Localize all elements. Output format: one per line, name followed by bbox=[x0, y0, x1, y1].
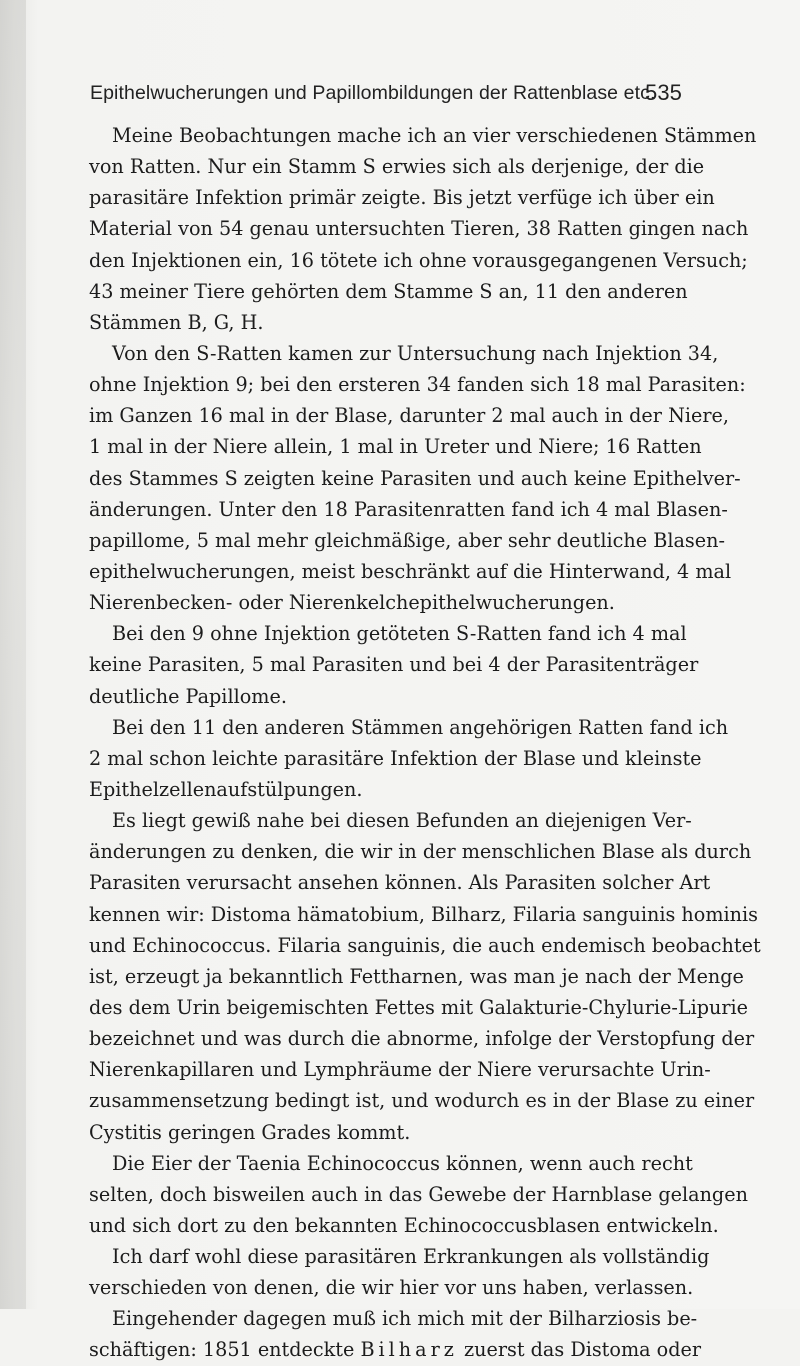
text-line: 43 meiner Tiere gehörten dem Stamme S an, 11 den anderen bbox=[89, 279, 688, 303]
text-line: Eingehender dagegen muß ich mich mit der Bilharziosis be- bbox=[112, 1307, 698, 1331]
text-line: des dem Urin beigemischten Fettes mit Galakturie-Chylurie-Lipurie bbox=[89, 995, 749, 1019]
author-name-spaced: Bilharz bbox=[360, 1338, 458, 1362]
text-line: ohne Injektion 9; bei den ersteren 34 fanden sich 18 mal Parasiten: bbox=[89, 373, 746, 397]
text-line: epithelwucherungen, meist beschränkt auf die Hinterwand, 4 mal bbox=[89, 559, 732, 583]
scan-edge-shadow bbox=[0, 0, 26, 1309]
final-line-after: zuerst das Distoma oder bbox=[464, 1338, 702, 1362]
text-line: bezeichnet und was durch die abnorme, infolge der Verstopfung der bbox=[89, 1027, 755, 1051]
text-line: keine Parasiten, 5 mal Parasiten und bei 4 der Parasitenträger bbox=[89, 653, 699, 677]
text-line: und sich dort zu den bekannten Echinococcusblasen entwickeln. bbox=[89, 1213, 719, 1237]
text-line: Von den S-Ratten kamen zur Untersuchung nach Injektion 34, bbox=[112, 341, 719, 365]
text-line: änderungen zu denken, die wir in der menschlichen Blase als durch bbox=[89, 840, 752, 864]
text-line: Parasiten verursacht ansehen können. Als Parasiten solcher Art bbox=[89, 871, 711, 895]
body-text bbox=[89, 120, 761, 1366]
text-line: Nierenbecken- oder Nierenkelchepithelwucherungen. bbox=[89, 591, 615, 615]
header-title: Epithelwucherungen und Papillombildungen der Rattenblase etc. bbox=[90, 82, 656, 104]
text-line: deutliche Papillome. bbox=[89, 684, 287, 708]
text-line: im Ganzen 16 mal in der Blase, darunter 2 mal auch in der Niere, bbox=[89, 404, 729, 428]
text-line: und Echinococcus. Filaria sanguinis, die auch endemisch beobachtet bbox=[89, 933, 761, 957]
text-line: Cystitis geringen Grades kommt. bbox=[89, 1120, 411, 1144]
final-line-before: schäftigen: 1851 entdeckte bbox=[89, 1338, 355, 1362]
text-line: parasitäre Infektion primär zeigte. Bis jetzt verfüge ich über ein bbox=[89, 186, 715, 210]
text-line: verschieden von denen, die wir hier vor uns haben, verlassen. bbox=[89, 1276, 694, 1300]
text-line: des Stammes S zeigten keine Parasiten und auch keine Epithelver- bbox=[89, 466, 741, 490]
text-line: Es liegt gewiß nahe bei diesen Befunden an diejenigen Ver- bbox=[112, 809, 692, 833]
page-number: 535 bbox=[644, 80, 682, 105]
text-line: 2 mal schon leichte parasitäre Infektion der Blase und kleinste bbox=[89, 746, 702, 770]
text-line: kennen wir: Distoma hämatobium, Bilharz, Filaria sanguinis hominis bbox=[89, 902, 758, 926]
text-line: papillome, 5 mal mehr gleichmäßige, aber sehr deutliche Blasen- bbox=[89, 528, 725, 552]
text-line: 1 mal in der Niere allein, 1 mal in Ureter und Niere; 16 Ratten bbox=[89, 435, 702, 459]
text-line: Nierenkapillaren und Lymphräume der Niere verursachte Urin- bbox=[89, 1058, 711, 1082]
text-line: Epithelzellenaufstülpungen. bbox=[89, 777, 363, 801]
text-line: Bei den 9 ohne Injektion getöteten S-Ratten fand ich 4 mal bbox=[112, 622, 687, 646]
text-line: zusammensetzung bedingt ist, und wodurch es in der Blase zu einer bbox=[89, 1089, 755, 1113]
text-line: den Injektionen ein, 16 tötete ich ohne vorausgegangenen Versuch; bbox=[89, 248, 748, 272]
text-line: Stämmen B, G, H. bbox=[89, 310, 264, 334]
text-line: Ich darf wohl diese parasitären Erkrankungen als vollständig bbox=[112, 1245, 710, 1269]
text-line: Bei den 11 den anderen Stämmen angehörigen Ratten fand ich bbox=[112, 715, 729, 739]
text-line: Meine Beobachtungen mache ich an vier verschiedenen Stämmen bbox=[112, 124, 757, 147]
text-line: Die Eier der Taenia Echinococcus können, wenn auch recht bbox=[112, 1151, 693, 1175]
running-header bbox=[90, 82, 682, 110]
text-line: änderungen. Unter den 18 Parasitenratten fand ich 4 mal Blasen- bbox=[89, 497, 728, 521]
text-line: von Ratten. Nur ein Stamm S erwies sich als derjenige, der die bbox=[89, 155, 705, 179]
text-line-final bbox=[89, 1334, 702, 1365]
text-line: ist, erzeugt ja bekanntlich Fettharnen, was man je nach der Menge bbox=[89, 964, 744, 988]
text-line: selten, doch bisweilen auch in das Gewebe der Harnblase gelangen bbox=[89, 1182, 748, 1206]
text-line: Material von 54 genau untersuchten Tieren, 38 Ratten gingen nach bbox=[89, 217, 749, 241]
